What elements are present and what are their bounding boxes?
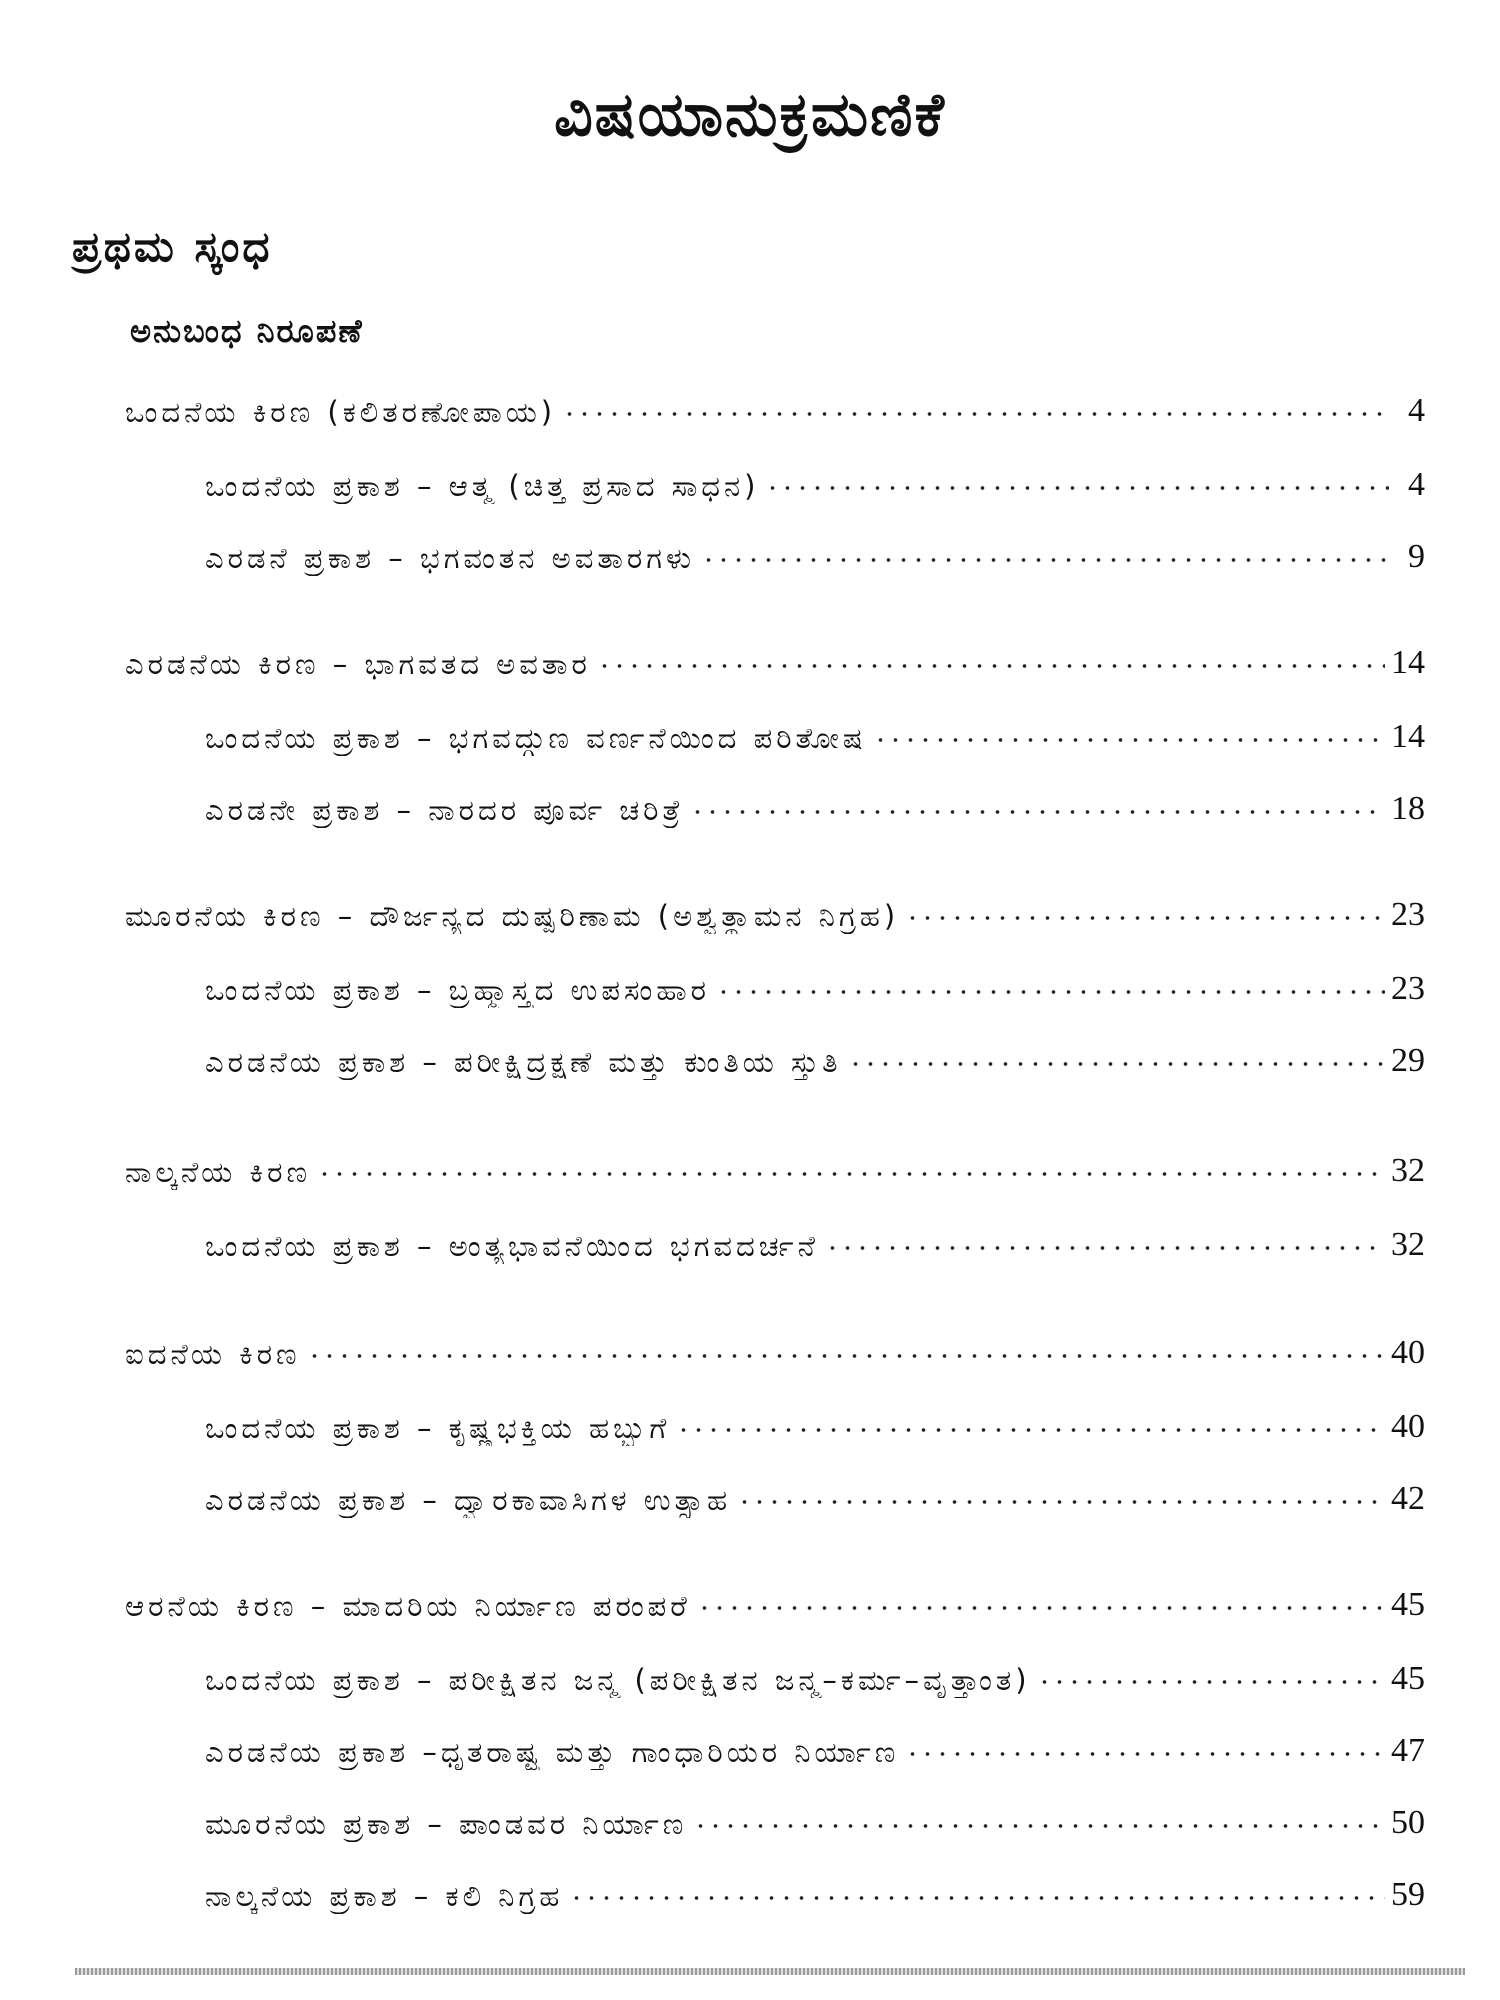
toc-entry <box>125 634 1425 682</box>
toc-entry-title: ಒಂದನೆಯ ಪ್ರಕಾಶ – ಅಂತ್ಯಭಾವನೆಯಿಂದ ಭಗವದರ್ಚನೆ <box>205 1229 819 1263</box>
toc-entry <box>205 1470 1425 1518</box>
toc-entry-title: ಮೂರನೆಯ ಕಿರಣ – ದೌರ್ಜನ್ಯದ ದುಷ್ಪರಿಣಾಮ (ಅಶ್ವತ್ಥಾಮನ ನಿಗ್ರಹ) <box>125 899 900 933</box>
part-title: ಪ್ರಥಮ ಸ್ಕಂಧ <box>72 222 273 271</box>
dot-leader <box>562 404 1389 424</box>
toc-entry-title: ಒಂದನೆಯ ಪ್ರಕಾಶ – ಕೃಷ್ಣಭಕ್ತಿಯ ಹಬ್ಬುಗೆ <box>205 1411 671 1445</box>
toc-entry <box>205 1722 1425 1770</box>
toc-entry <box>205 1794 1425 1842</box>
toc-entry-title: ಎರಡನೆ ಪ್ರಕಾಶ – ಭಗವಂತನ ಅವತಾರಗಳು <box>205 541 695 575</box>
dot-leader <box>905 1744 1385 1764</box>
dot-leader <box>569 1888 1385 1908</box>
subsection-title: ಅನುಬಂಧ ನಿರೂಪಣೆ <box>130 312 364 350</box>
toc-entry-page: 23 <box>1391 970 1425 1007</box>
toc-entry-title: ಒಂದನೆಯ ಪ್ರಕಾಶ – ಬ್ರಹ್ಮಾಸ್ತ್ರದ ಉಪಸಂಹಾರ <box>205 973 710 1007</box>
dot-leader <box>701 550 1389 570</box>
toc-entry-page: 29 <box>1391 1042 1425 1079</box>
toc-entry-title: ನಾಲ್ಕನೆಯ ಕಿರಣ <box>125 1155 312 1189</box>
toc-entry-title: ಎರಡನೆಯ ಪ್ರಕಾಶ – ದ್ವಾರಕಾವಾಸಿಗಳ ಉತ್ಸಾಹ <box>205 1483 732 1517</box>
toc-entry-page: 4 <box>1408 466 1425 503</box>
toc-entry <box>205 1398 1425 1446</box>
page-title: ವಿಷಯಾನುಕ್ರಮಣಿಕೆ <box>554 80 946 150</box>
toc-entry-page: 59 <box>1391 1876 1425 1913</box>
toc-entry <box>205 528 1425 576</box>
dot-leader <box>317 1164 1385 1184</box>
dot-leader <box>697 1598 1385 1618</box>
toc-entry-page: 32 <box>1391 1152 1425 1189</box>
dot-leader <box>690 802 1385 822</box>
toc-entry <box>205 1866 1425 1914</box>
dot-leader <box>676 1420 1385 1440</box>
dot-leader <box>737 1492 1385 1512</box>
toc-entry-page: 50 <box>1391 1804 1425 1841</box>
toc-entry-page: 23 <box>1391 896 1425 933</box>
toc-entry-title: ಎರಡನೆಯ ಕಿರಣ – ಭಾಗವತದ ಅವತಾರ <box>125 647 591 681</box>
toc-entry-page: 42 <box>1391 1480 1425 1517</box>
bottom-rule <box>75 1968 1465 1975</box>
toc-entry-title: ಮೂರನೆಯ ಪ್ರಕಾಶ – ಪಾಂಡವರ ನಿರ್ಯಾಣ <box>205 1807 688 1841</box>
toc-entry-title: ಎರಡನೇ ಪ್ರಕಾಶ – ನಾರದರ ಪೂರ್ವ ಚರಿತ್ರೆ <box>205 793 685 827</box>
dot-leader <box>825 1238 1385 1258</box>
toc-entry-page: 47 <box>1391 1732 1425 1769</box>
toc-entry-page: 18 <box>1391 790 1425 827</box>
dot-leader <box>693 1816 1385 1836</box>
toc-entry-page: 14 <box>1391 718 1425 755</box>
dot-leader <box>848 1054 1385 1074</box>
toc-entry-page: 4 <box>1408 392 1425 429</box>
dot-leader <box>1037 1672 1385 1692</box>
toc-entry-title: ಒಂದನೆಯ ಪ್ರಕಾಶ – ಭಗವದ್ಗುಣ ವರ್ಣನೆಯಿಂದ ಪರಿತೋಷ <box>205 721 867 755</box>
toc-entry-page: 45 <box>1391 1660 1425 1697</box>
toc-entry-title: ಎರಡನೆಯ ಪ್ರಕಾಶ – ಪರೀಕ್ಷಿದ್ರಕ್ಷಣೆ ಮತ್ತು ಕುಂತಿಯ ಸ್ತುತಿ <box>205 1045 842 1079</box>
toc-entry-page: 40 <box>1391 1408 1425 1445</box>
toc-entry-title: ನಾಲ್ಕನೆಯ ಪ್ರಕಾಶ – ಕಲಿ ನಿಗ್ರಹ <box>205 1879 564 1913</box>
toc-entry-title: ಒಂದನೆಯ ಕಿರಣ (ಕಲಿತರಣೋಪಾಯ) <box>125 395 557 429</box>
toc-entry-title: ಐದನೆಯ ಕಿರಣ <box>125 1337 301 1371</box>
dot-leader <box>597 656 1385 676</box>
dot-leader <box>905 908 1385 928</box>
toc-entry <box>205 456 1425 504</box>
dot-leader <box>307 1346 1385 1366</box>
toc-entry-page: 9 <box>1408 538 1425 575</box>
toc-entry <box>205 960 1425 1008</box>
toc-entry <box>205 1216 1425 1264</box>
toc-entry <box>125 382 1425 430</box>
dot-leader <box>765 478 1389 498</box>
dot-leader <box>716 982 1385 1002</box>
toc-entry <box>125 1324 1425 1372</box>
toc-entry-title: ಒಂದನೆಯ ಪ್ರಕಾಶ – ಪರೀಕ್ಷಿತನ ಜನ್ಮ (ಪರೀಕ್ಷಿತನ ಜನ್ಮ–ಕರ್ಮ–ವೃತ್ತಾಂತ) <box>205 1663 1031 1697</box>
toc-entry-page: 14 <box>1391 644 1425 681</box>
toc-entry-page: 32 <box>1391 1226 1425 1263</box>
dot-leader <box>873 730 1385 750</box>
toc-entry <box>205 708 1425 756</box>
toc-entry <box>205 780 1425 828</box>
toc-entry-page: 45 <box>1391 1586 1425 1623</box>
toc-entry-title: ಒಂದನೆಯ ಪ್ರಕಾಶ – ಆತ್ಮ (ಚಿತ್ತ ಪ್ರಸಾದ ಸಾಧನ) <box>205 469 760 503</box>
toc-entry <box>205 1650 1425 1698</box>
toc-entry-title: ಆರನೆಯ ಕಿರಣ – ಮಾದರಿಯ ನಿರ್ಯಾಣ ಪರಂಪರೆ <box>125 1589 691 1623</box>
toc-entry-title: ಎರಡನೆಯ ಪ್ರಕಾಶ –ಧೃತರಾಷ್ಟ್ರ ಮತ್ತು ಗಾಂಧಾರಿಯರ ನಿರ್ಯಾಣ <box>205 1735 900 1769</box>
toc-entry-page: 40 <box>1391 1334 1425 1371</box>
toc-entry <box>125 886 1425 934</box>
toc-entry <box>125 1142 1425 1190</box>
toc-entry <box>125 1576 1425 1624</box>
toc-entry <box>205 1032 1425 1080</box>
